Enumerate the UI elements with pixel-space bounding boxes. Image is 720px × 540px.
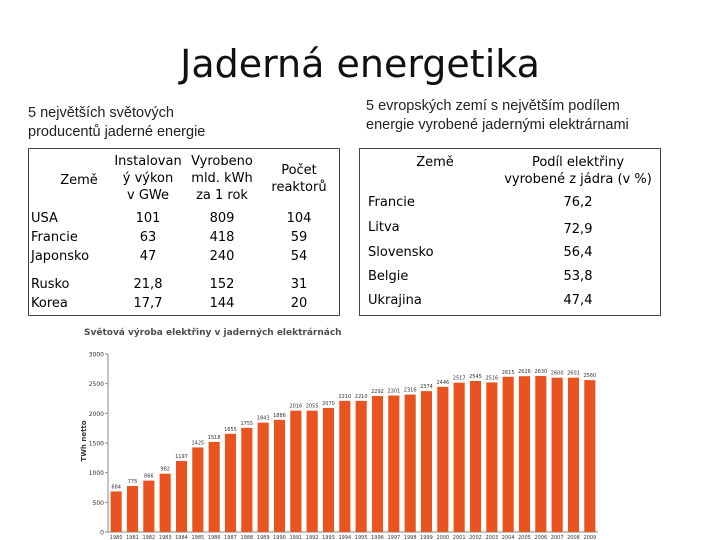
bar bbox=[372, 396, 383, 532]
x-tick-label: 1989 bbox=[256, 535, 270, 540]
row-country: Slovensko bbox=[368, 245, 434, 260]
bar bbox=[127, 486, 138, 532]
bar bbox=[470, 381, 481, 532]
bar-value-label: 2615 bbox=[501, 369, 515, 376]
bar bbox=[209, 442, 220, 532]
row-country: Ukrajina bbox=[368, 293, 422, 308]
bar bbox=[486, 382, 497, 532]
header-line: reaktorů bbox=[271, 180, 327, 195]
bar-value-label: 2516 bbox=[485, 375, 499, 382]
x-tick-label: 1999 bbox=[420, 535, 433, 540]
bar-value-label: 2446 bbox=[436, 379, 450, 386]
row-installed: 21,8 bbox=[133, 277, 163, 292]
x-tick-label: 1981 bbox=[126, 535, 139, 540]
row-country: Francie bbox=[368, 195, 415, 210]
bar-value-label: 1886 bbox=[273, 412, 286, 419]
header-line: Vyrobeno bbox=[191, 154, 253, 169]
header-line: Instalovan bbox=[114, 154, 182, 169]
row-share: 47,4 bbox=[563, 293, 593, 308]
bar bbox=[192, 447, 203, 532]
bar bbox=[307, 411, 318, 532]
x-tick-label: 2004 bbox=[501, 535, 515, 540]
bar-value-label: 1518 bbox=[207, 434, 221, 441]
x-tick-label: 2002 bbox=[469, 535, 482, 540]
y-tick-label: 2500 bbox=[88, 381, 104, 389]
x-tick-label: 2008 bbox=[567, 535, 580, 540]
row-reactors: 104 bbox=[286, 211, 312, 226]
row-country: Korea bbox=[31, 296, 68, 311]
x-tick-label: 1987 bbox=[224, 535, 237, 540]
bar bbox=[421, 391, 432, 532]
bar-value-label: 684 bbox=[111, 484, 121, 491]
chart-title: Světová výroba elektřiny v jaderných elektrárnách bbox=[84, 328, 342, 338]
header-line: vyrobené z jádra (v %) bbox=[504, 172, 652, 187]
row-produced: 240 bbox=[209, 249, 235, 264]
bar bbox=[339, 401, 350, 532]
x-tick-label: 1996 bbox=[371, 535, 384, 540]
bar bbox=[503, 377, 514, 532]
y-tick-label: 500 bbox=[92, 499, 104, 507]
header-line: Počet bbox=[281, 163, 317, 178]
row-country: Litva bbox=[368, 220, 400, 235]
x-tick-label: 1991 bbox=[289, 535, 303, 540]
bar-value-label: 982 bbox=[160, 466, 170, 473]
row-share: 72,9 bbox=[563, 222, 593, 237]
row-reactors: 20 bbox=[290, 296, 308, 311]
y-tick-label: 1000 bbox=[88, 470, 104, 478]
x-tick-label: 2006 bbox=[534, 535, 548, 540]
bar bbox=[552, 378, 563, 532]
x-tick-label: 1982 bbox=[142, 535, 156, 540]
bar-value-label: 1425 bbox=[191, 440, 205, 447]
bar-value-label: 2210 bbox=[338, 393, 352, 400]
bar bbox=[225, 434, 236, 532]
row-reactors: 54 bbox=[290, 249, 308, 264]
header-line: Podíl elektřiny bbox=[531, 155, 625, 170]
bar bbox=[568, 378, 579, 532]
bar-value-label: 2210 bbox=[354, 393, 368, 400]
bar-value-label: 2601 bbox=[567, 370, 580, 377]
y-tick-label: 1500 bbox=[88, 440, 104, 448]
row-country: USA bbox=[31, 211, 58, 226]
x-tick-label: 1998 bbox=[403, 535, 417, 540]
header-country: Země bbox=[416, 155, 454, 170]
row-share: 53,8 bbox=[563, 269, 593, 284]
x-tick-label: 2009 bbox=[583, 535, 597, 540]
bar bbox=[258, 423, 269, 532]
bar bbox=[176, 461, 187, 532]
y-tick-label: 3000 bbox=[88, 351, 104, 359]
row-reactors: 59 bbox=[290, 230, 308, 245]
left-subtitle-line: 5 největších světových bbox=[28, 105, 174, 121]
row-installed: 47 bbox=[139, 249, 157, 264]
x-tick-label: 1995 bbox=[354, 535, 368, 540]
x-tick-label: 1992 bbox=[305, 535, 319, 540]
bar-value-label: 2301 bbox=[387, 388, 401, 395]
row-share: 56,4 bbox=[563, 245, 593, 260]
bar-value-label: 2316 bbox=[403, 387, 417, 394]
bar bbox=[111, 491, 122, 532]
bar bbox=[454, 383, 465, 532]
bar-value-label: 2070 bbox=[322, 400, 335, 407]
bar bbox=[356, 401, 367, 532]
x-tick-label: 1984 bbox=[175, 535, 188, 540]
x-tick-label: 1994 bbox=[338, 535, 352, 540]
row-produced: 144 bbox=[209, 296, 235, 311]
row-country: Japonsko bbox=[31, 249, 90, 264]
row-installed: 17,7 bbox=[133, 296, 163, 311]
x-tick-label: 2000 bbox=[436, 535, 450, 540]
x-tick-label: 2001 bbox=[452, 535, 466, 540]
bar-value-label: 2016 bbox=[289, 403, 303, 410]
bar-value-label: 775 bbox=[127, 479, 138, 486]
bar-value-label: 2630 bbox=[534, 368, 548, 375]
bar bbox=[323, 408, 334, 532]
header-country: Země bbox=[60, 173, 98, 188]
bar-value-label: 2292 bbox=[371, 389, 384, 396]
row-produced: 418 bbox=[209, 230, 235, 245]
x-tick-label: 1985 bbox=[191, 535, 205, 540]
slide-title: Jaderná energetika bbox=[180, 42, 540, 86]
bar bbox=[535, 376, 546, 532]
bar bbox=[405, 395, 416, 532]
row-installed: 101 bbox=[135, 211, 161, 226]
x-tick-label: 1997 bbox=[387, 535, 401, 540]
row-country: Rusko bbox=[31, 277, 70, 292]
bar-value-label: 2626 bbox=[518, 369, 531, 376]
row-share: 76,2 bbox=[563, 195, 593, 210]
row-installed: 63 bbox=[139, 230, 157, 245]
x-tick-label: 1980 bbox=[109, 535, 123, 540]
bar-value-label: 2600 bbox=[550, 370, 564, 377]
left-subtitle-line: producentů jaderné energie bbox=[28, 124, 206, 140]
y-tick-label: 0 bbox=[100, 529, 104, 537]
header-line: ý výkon bbox=[122, 171, 174, 186]
chart-ylabel: TWh netto bbox=[80, 420, 88, 462]
row-produced: 152 bbox=[209, 277, 235, 292]
right-subtitle-line: energie vyrobené jadernými elektrárnami bbox=[366, 117, 629, 133]
bar-value-label: 1197 bbox=[175, 453, 188, 460]
bar bbox=[241, 428, 252, 532]
bar-value-label: 2374 bbox=[420, 384, 433, 391]
bar bbox=[160, 474, 171, 532]
y-tick-label: 2000 bbox=[88, 410, 104, 418]
row-produced: 809 bbox=[209, 211, 235, 226]
bar-value-label: 1755 bbox=[240, 420, 254, 427]
bar-value-label: 2517 bbox=[452, 375, 466, 382]
x-tick-label: 1988 bbox=[240, 535, 254, 540]
row-country: Francie bbox=[31, 230, 78, 245]
bar bbox=[519, 376, 530, 532]
bar-value-label: 2055 bbox=[305, 403, 319, 410]
bar bbox=[437, 387, 448, 532]
bar bbox=[290, 411, 301, 532]
bar bbox=[274, 420, 285, 532]
bar-value-label: 1843 bbox=[256, 415, 270, 422]
bar-value-label: 1655 bbox=[224, 426, 237, 433]
bar bbox=[584, 380, 595, 532]
bar-value-label: 866 bbox=[144, 473, 154, 480]
bar-value-label: 2560 bbox=[583, 373, 597, 380]
bar-value-label: 2545 bbox=[469, 373, 482, 380]
header-line: mld. kWh bbox=[191, 171, 253, 186]
right-subtitle-line: 5 evropských zemí s největším podílem bbox=[366, 98, 620, 114]
row-country: Belgie bbox=[368, 269, 409, 284]
x-tick-label: 2003 bbox=[485, 535, 499, 540]
bar bbox=[388, 396, 399, 532]
x-tick-label: 1993 bbox=[322, 535, 335, 540]
x-tick-label: 1983 bbox=[158, 535, 172, 540]
x-tick-label: 1990 bbox=[273, 535, 286, 540]
header-line: za 1 rok bbox=[196, 188, 248, 203]
bar bbox=[143, 481, 154, 532]
header-line: v GWe bbox=[127, 188, 169, 203]
row-reactors: 31 bbox=[290, 277, 308, 292]
x-tick-label: 2005 bbox=[518, 535, 531, 540]
x-tick-label: 1986 bbox=[207, 535, 221, 540]
x-tick-label: 2007 bbox=[550, 535, 564, 540]
